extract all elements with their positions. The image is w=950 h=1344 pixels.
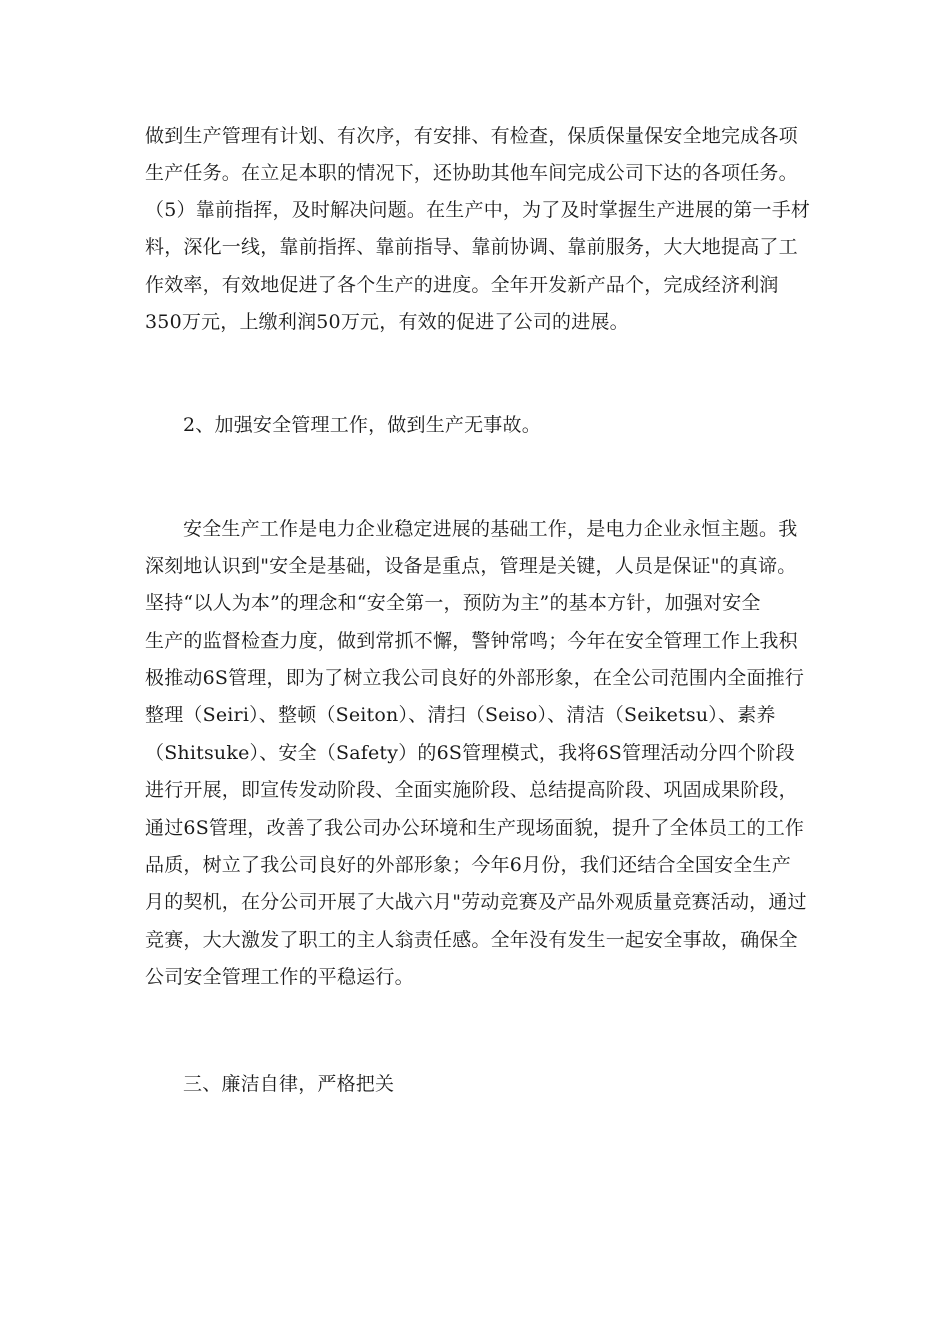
text-line: 整理（Seiri）、整顿（Seiton）、清扫（Seiso）、清洁（Seiketsu）、素养 (145, 704, 776, 726)
section-heading-safety: 2、加强安全管理工作，做到生产无事故。 (183, 414, 541, 436)
text-line: 深刻地认识到"安全是基础，设备是重点，管理是关键，人员是保证"的真谛。 (145, 555, 797, 577)
text-line: （5）靠前指挥，及时解决问题。在生产中，为了及时掌握生产进展的第一手材 (145, 199, 811, 221)
text-line: 进行开展，即宣传发动阶段、全面实施阶段、总结提高阶段、巩固成果阶段， (145, 779, 798, 801)
text-line: 料，深化一线，靠前指挥、靠前指导、靠前协调、靠前服务，大大地提高了工 (145, 236, 798, 258)
text-line: 生产任务。在立足本职的情况下，还协助其他车间完成公司下达的各项任务。 (145, 162, 798, 184)
text-line: 公司安全管理工作的平稳运行。 (145, 966, 414, 988)
text-line: 350万元，上缴利润50万元，有效的促进了公司的进展。 (145, 311, 629, 333)
text-line: 作效率，有效地促进了各个生产的进度。全年开发新产品个，完成经济利润 (145, 274, 779, 296)
text-line: 月的契机，在分公司开展了大战六月"劳动竞赛及产品外观质量竞赛活动，通过 (145, 891, 807, 913)
text-line: 品质，树立了我公司良好的外部形象；今年6月份，我们还结合全国安全生产 (145, 854, 791, 876)
text-line: 通过6S管理，改善了我公司办公环境和生产现场面貌，提升了全体员工的工作 (145, 817, 805, 839)
text-line: 安全生产工作是电力企业稳定进展的基础工作，是电力企业永恒主题。我 (183, 518, 798, 540)
text-line: 生产的监督检查力度，做到常抓不懈，警钟常鸣；今年在安全管理工作上我积 (145, 630, 798, 652)
text-line: 做到生产管理有计划、有次序，有安排、有检查，保质保量保安全地完成各项 (145, 125, 798, 147)
text-line: 极推动6S管理，即为了树立我公司良好的外部形象，在全公司范围内全面推行 (145, 667, 805, 689)
text-line: 坚持“以人为本”的理念和“安全第一，预防为主”的基本方针，加强对安全 (145, 592, 761, 614)
text-line: 竞赛，大大激发了职工的主人翁责任感。全年没有发生一起安全事故，确保全 (145, 929, 798, 951)
section-heading-integrity: 三、廉洁自律，严格把关 (183, 1073, 395, 1095)
text-line: （Shitsuke）、安全（Safety）的6S管理模式，我将6S管理活动分四个阶段 (145, 742, 795, 764)
